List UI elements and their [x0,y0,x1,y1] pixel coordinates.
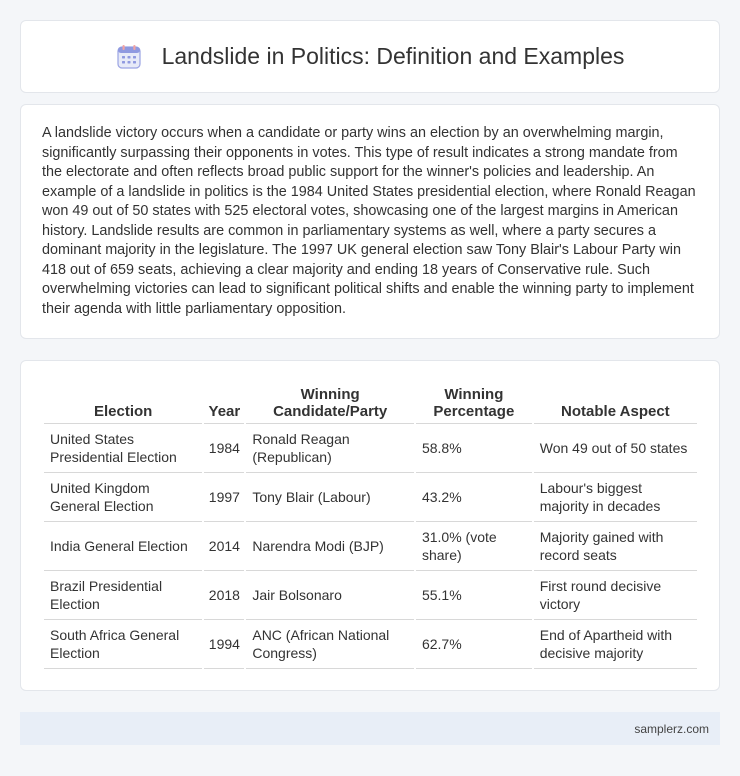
footer-source[interactable]: samplerz.com [634,721,709,736]
header [116,43,625,70]
cell-election: Brazil Presidential Election [43,571,203,620]
cell-notable: End of Apartheid with decisive majority [533,620,698,669]
cell-percentage: 43.2% [415,473,533,522]
footer [20,712,720,745]
cell-percentage: 62.7% [415,620,533,669]
intro-card [20,104,720,339]
cell-notable: Labour's biggest majority in decades [533,473,698,522]
table-row [43,620,698,669]
column-header-percentage: Winning Percentage [415,381,533,424]
calendar-icon [116,44,142,70]
cell-year: 1984 [203,424,245,473]
header-card [20,20,720,93]
cell-year: 2014 [203,522,245,571]
table-row [43,571,698,620]
table-row [43,424,698,473]
page-title: Landslide in Politics: Definition and Examples [161,43,625,69]
cell-winner: Ronald Reagan (Republican) [245,424,415,473]
column-header-year: Year [203,381,245,424]
column-header-election: Election [43,381,203,424]
elections-table [42,381,699,669]
cell-winner: Narendra Modi (BJP) [245,522,415,571]
cell-percentage: 55.1% [415,571,533,620]
cell-election: South Africa General Election [43,620,203,669]
cell-year: 2018 [203,571,245,620]
table-row [43,522,698,571]
cell-election: United Kingdom General Election [43,473,203,522]
cell-election: India General Election [43,522,203,571]
table-row [43,473,698,522]
intro-paragraph: A landslide victory occurs when a candidate or party wins an election by an overwhelming margin, significantly surpassing their opponents in votes. This type of result indicates a strong mandate from the electorate and often reflects broad public support for the winner's policies and leadership. An example of a landslide in politics is the 1984 United States presidential election, where Ronald Reagan won 49 out of 50 states with 525 electoral votes, showcasing one of the largest margins in American history. Landslide results are common in parliamentary systems as well, where a party secures a dominant majority in the legislature. The 1997 UK general election saw Tony Blair's Labour Party win 418 out of 659 seats, achieving a clear majority and ending 18 years of Conservative rule. Such overwhelming victories can lead to significant political shifts and enable the winning party to implement their agenda with little parliamentary opposition. [42,125,696,317]
cell-winner: Tony Blair (Labour) [245,473,415,522]
column-header-notable: Notable Aspect [533,381,698,424]
cell-election: United States Presidential Election [43,424,203,473]
table-header-row [43,381,698,424]
cell-year: 1994 [203,620,245,669]
column-header-winner: Winning Candidate/Party [245,381,415,424]
cell-winner: Jair Bolsonaro [245,571,415,620]
cell-notable: Majority gained with record seats [533,522,698,571]
cell-percentage: 31.0% (vote share) [415,522,533,571]
cell-percentage: 58.8% [415,424,533,473]
cell-winner: ANC (African National Congress) [245,620,415,669]
cell-year: 1997 [203,473,245,522]
table-card [20,360,720,691]
cell-notable: Won 49 out of 50 states [533,424,698,473]
cell-notable: First round decisive victory [533,571,698,620]
